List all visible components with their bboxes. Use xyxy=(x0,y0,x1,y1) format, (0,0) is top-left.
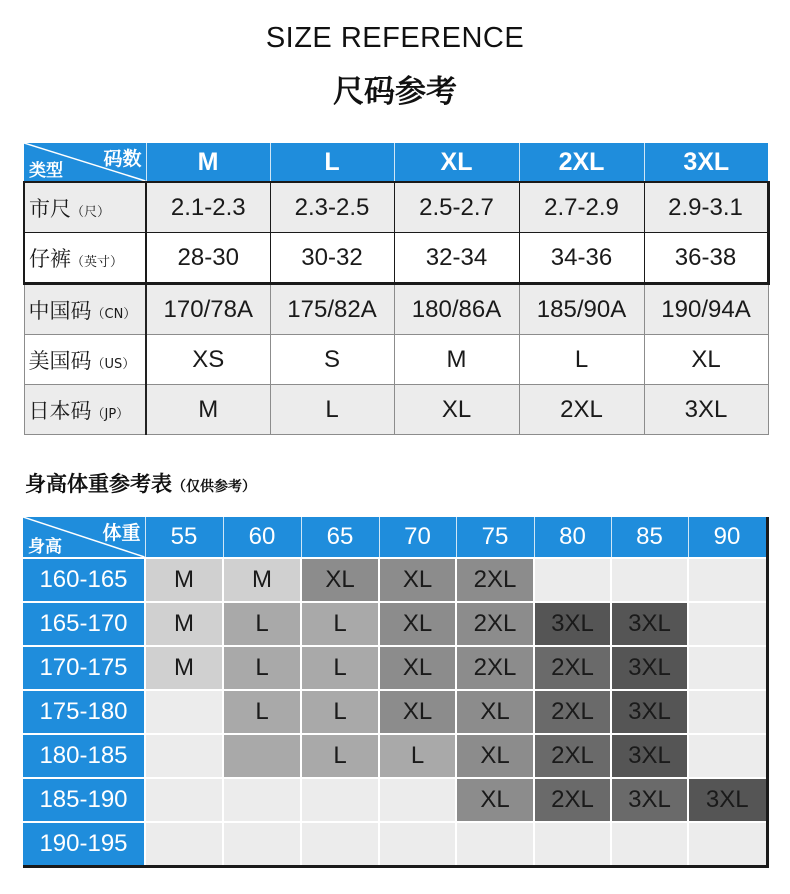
table-cell: 3XL xyxy=(688,778,767,822)
table-cell: 2XL xyxy=(534,690,611,734)
weight-header-cell: 85 xyxy=(611,517,688,558)
table-cell: L xyxy=(223,602,301,646)
table-cell xyxy=(379,778,456,822)
table-cell: L xyxy=(379,734,456,778)
table-cell: 34-36 xyxy=(519,233,644,284)
table-cell: M xyxy=(145,558,223,602)
table-cell: XL xyxy=(379,558,456,602)
row-label-text: 美国码 xyxy=(28,348,92,373)
table-cell xyxy=(611,558,688,602)
row-label-text: 中国码 xyxy=(28,298,92,323)
title-english: SIZE REFERENCE xyxy=(265,22,525,54)
height-label: 180-185 xyxy=(23,734,145,778)
section-title-note: （仅供参考） xyxy=(172,479,256,495)
table-cell: XL xyxy=(394,385,519,435)
table-cell: 2XL xyxy=(519,385,644,435)
weight-header-cell: 75 xyxy=(456,517,534,558)
weight-header-cell: 70 xyxy=(379,517,456,558)
table-cell: 2XL xyxy=(534,646,611,690)
table-cell: 2XL xyxy=(456,602,534,646)
table-cell xyxy=(688,734,767,778)
table-row xyxy=(23,690,767,734)
weight-header-cell: 80 xyxy=(534,517,611,558)
table-cell: 2.5-2.7 xyxy=(394,182,519,233)
size-reference-table xyxy=(23,143,770,435)
row-label-unit: （JP） xyxy=(91,406,130,422)
height-label: 170-175 xyxy=(23,646,145,690)
table-cell xyxy=(688,646,767,690)
height-label: 185-190 xyxy=(23,778,145,822)
table-cell xyxy=(456,822,534,867)
table-cell: 3XL xyxy=(611,778,688,822)
size-header-cell: XL xyxy=(394,143,519,182)
table-cell: 32-34 xyxy=(394,233,519,284)
table-cell: M xyxy=(223,558,301,602)
row-label-text: 市尺 xyxy=(29,196,71,221)
corner-label-height: 身高 xyxy=(28,537,62,557)
table-cell xyxy=(223,822,301,867)
table-cell: 2.3-2.5 xyxy=(270,182,394,233)
table-cell: L xyxy=(223,646,301,690)
table-cell: 2.7-2.9 xyxy=(519,182,644,233)
table-cell: 2XL xyxy=(456,646,534,690)
size-header-cell: 3XL xyxy=(644,143,768,182)
corner-label-weight: 体重 xyxy=(102,522,141,544)
table-cell: XL xyxy=(301,558,379,602)
table-cell xyxy=(145,690,223,734)
size-header-cell: M xyxy=(146,143,270,182)
table-cell xyxy=(145,822,223,867)
table-row xyxy=(24,284,768,335)
table-row xyxy=(23,778,767,822)
title-chinese: 尺码参考 xyxy=(333,74,457,110)
table-cell: 3XL xyxy=(611,734,688,778)
table-row xyxy=(24,182,768,233)
table-cell: L xyxy=(519,335,644,385)
table-cell: 30-32 xyxy=(270,233,394,284)
row-label-unit: （尺） xyxy=(71,204,111,220)
size-header-cell: L xyxy=(270,143,394,182)
table-cell: M xyxy=(145,602,223,646)
table-cell: 2.1-2.3 xyxy=(146,182,270,233)
table-row xyxy=(24,233,768,284)
table-cell: 3XL xyxy=(644,385,768,435)
table-cell: 3XL xyxy=(611,602,688,646)
table-cell: XL xyxy=(379,646,456,690)
table-cell: 3XL xyxy=(611,690,688,734)
table-cell: M xyxy=(394,335,519,385)
table-cell: 175/82A xyxy=(270,284,394,335)
weight-header-cell: 55 xyxy=(145,517,223,558)
table-row xyxy=(24,385,768,435)
row-label xyxy=(24,233,146,284)
table-cell: XL xyxy=(379,602,456,646)
corner-label-size: 码数 xyxy=(103,148,142,170)
row-label-unit: （US） xyxy=(91,356,136,372)
table-row xyxy=(23,602,767,646)
row-label xyxy=(24,284,146,335)
table-cell xyxy=(145,778,223,822)
table-row xyxy=(23,734,767,778)
height-label: 190-195 xyxy=(23,822,145,867)
table-row xyxy=(23,822,767,867)
table-cell: L xyxy=(301,734,379,778)
table-cell xyxy=(301,822,379,867)
table-cell: XL xyxy=(456,734,534,778)
table-cell: 190/94A xyxy=(644,284,768,335)
row-label-text: 仔裤 xyxy=(29,246,71,271)
table-cell: M xyxy=(145,646,223,690)
table-cell: L xyxy=(301,690,379,734)
table-cell: S xyxy=(270,335,394,385)
table-cell xyxy=(223,778,301,822)
table-cell: 170/78A xyxy=(146,284,270,335)
table-cell: 180/86A xyxy=(394,284,519,335)
table-cell xyxy=(688,602,767,646)
table-cell: L xyxy=(301,602,379,646)
corner-label-type: 类型 xyxy=(29,161,63,181)
table-cell: 3XL xyxy=(611,646,688,690)
table-row xyxy=(24,335,768,385)
row-label xyxy=(24,385,146,435)
table-cell xyxy=(379,822,456,867)
table-cell: 28-30 xyxy=(146,233,270,284)
row-label-unit: （CN） xyxy=(91,306,137,322)
hw-table-corner-header xyxy=(23,517,145,558)
table-cell: 36-38 xyxy=(644,233,768,284)
row-label-text: 日本码 xyxy=(28,398,92,423)
table-cell: 185/90A xyxy=(519,284,644,335)
table-cell xyxy=(688,690,767,734)
table-cell: M xyxy=(146,385,270,435)
row-label-unit: （英寸） xyxy=(71,254,124,270)
table-cell: XL xyxy=(644,335,768,385)
table-cell xyxy=(688,822,767,867)
weight-header-cell: 90 xyxy=(688,517,767,558)
weight-header-cell: 60 xyxy=(223,517,301,558)
table-cell: 2.9-3.1 xyxy=(644,182,768,233)
row-label xyxy=(24,335,146,385)
table-cell: XS xyxy=(146,335,270,385)
table-cell xyxy=(145,734,223,778)
table-cell xyxy=(611,822,688,867)
section-title xyxy=(25,468,256,498)
table-cell: XL xyxy=(456,690,534,734)
table-cell xyxy=(223,734,301,778)
table-cell: L xyxy=(270,385,394,435)
size-header-cell: 2XL xyxy=(519,143,644,182)
table-row xyxy=(23,558,767,602)
height-label: 175-180 xyxy=(23,690,145,734)
height-weight-table xyxy=(23,517,769,868)
table-cell: 2XL xyxy=(456,558,534,602)
section-title-text: 身高体重参考表 xyxy=(25,472,172,496)
table-row xyxy=(23,646,767,690)
table-cell: 2XL xyxy=(534,778,611,822)
table-cell: 2XL xyxy=(534,734,611,778)
table-cell xyxy=(534,558,611,602)
table-cell: XL xyxy=(456,778,534,822)
table-cell: XL xyxy=(379,690,456,734)
table-cell xyxy=(534,822,611,867)
table-cell: 3XL xyxy=(534,602,611,646)
weight-header-cell: 65 xyxy=(301,517,379,558)
row-label xyxy=(24,182,146,233)
size-table-corner-header xyxy=(24,143,146,182)
height-label: 165-170 xyxy=(23,602,145,646)
table-cell xyxy=(301,778,379,822)
table-cell: L xyxy=(223,690,301,734)
height-label: 160-165 xyxy=(23,558,145,602)
table-cell: L xyxy=(301,646,379,690)
table-cell xyxy=(688,558,767,602)
